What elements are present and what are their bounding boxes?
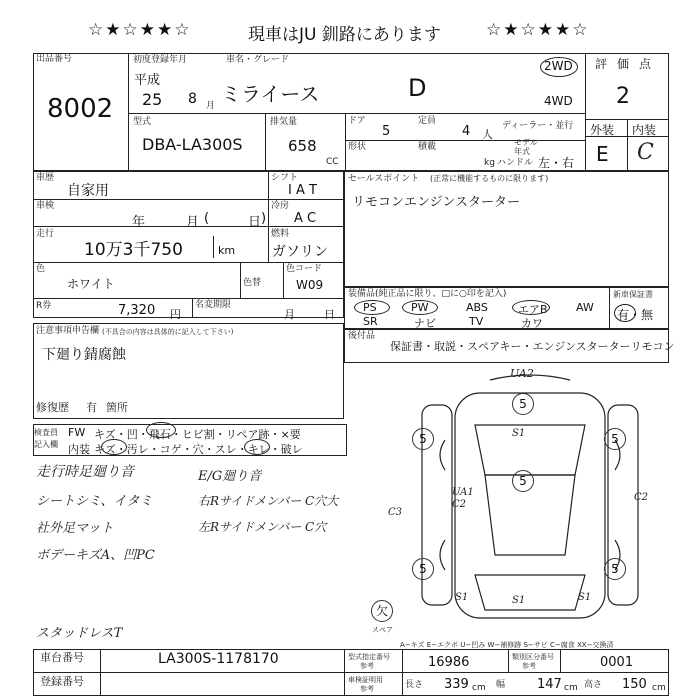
type-designation-value: 16986 xyxy=(428,655,470,670)
equip-sr: SR xyxy=(363,315,378,328)
exterior-label: 外装 xyxy=(590,123,615,137)
header-notice: 現車はJU 釧路にあります xyxy=(248,25,441,45)
type-designation-label-1: 型式指定番号 xyxy=(348,653,390,661)
notes-value: 下廻り錆腐蝕 xyxy=(42,347,126,363)
fuel-value: ガソリン xyxy=(272,244,328,260)
repair-value: 有 xyxy=(86,401,97,414)
model-year-label-2: 年式 xyxy=(514,147,530,156)
tire-fr: 5 xyxy=(604,428,626,450)
registration-month-unit: 月 xyxy=(206,101,216,111)
inspector-remark-4: ボデーキズA、凹PC xyxy=(36,548,155,563)
lot-label: 出品番号 xyxy=(36,54,73,64)
mark-c2-right: C2 xyxy=(634,492,649,503)
inspector-remark-right-2: 右Rサイドメンバー C穴大 xyxy=(198,494,339,508)
inspector-row2: キズ・汚レ・コゲ・穴・スレ・キレ・破レ xyxy=(94,443,303,456)
tire-fl: 5 xyxy=(412,428,434,450)
after-equipment-value: 保証書・取説・スペアキー・エンジンスターターリモコン xyxy=(390,340,675,353)
model-year-label-1: モデル xyxy=(514,138,538,147)
displacement-unit: CC xyxy=(326,157,339,167)
new-manual-circle xyxy=(614,304,636,322)
title-deadline-month: 月 xyxy=(284,308,295,321)
sales-point-value: リモコンエンジンスターター xyxy=(352,195,520,210)
equip-ps: PS xyxy=(363,301,377,314)
notes-sub: (不具合の内容は具体的に記入して下さい) xyxy=(102,328,234,336)
length-value: 339 xyxy=(444,677,469,692)
diagram-hood xyxy=(475,425,585,475)
width-unit: cm xyxy=(564,683,578,693)
registration-era: 平成 xyxy=(134,73,161,88)
mark-s1-left: S1 xyxy=(455,592,469,603)
diagram-legend: A−キズ E−エクボ U−凹み W−補修跡 S−サビ C−腐食 XX−交換済 xyxy=(400,641,614,649)
shape-label: 形状 xyxy=(348,142,367,152)
mark-s1-right: S1 xyxy=(578,592,592,603)
tire-rr: 5 xyxy=(604,558,626,580)
tire-rl: 5 xyxy=(412,558,434,580)
color-value: ホワイト xyxy=(67,277,115,291)
sales-point-label: セールスポイント xyxy=(348,174,420,184)
spare-label: スペア xyxy=(372,626,393,634)
title-deadline-label: 名変期限 xyxy=(195,300,232,310)
capacity-unit: 人 xyxy=(482,128,493,141)
registration-month: 8 xyxy=(188,91,197,107)
shift-value: I A T xyxy=(288,183,317,198)
inspector-remark-2: シートシミ、イタミ xyxy=(36,494,153,509)
dealer-label: ディーラー・並行 xyxy=(502,121,574,131)
width-label: 幅 xyxy=(496,680,506,690)
diagram-rear xyxy=(475,575,585,610)
interior-label: 内装 xyxy=(632,123,657,137)
recycle-label: R券 xyxy=(36,301,52,311)
registration-year: 25 xyxy=(142,90,163,109)
inspection-open-paren: ( xyxy=(204,211,210,226)
interior-value: C xyxy=(637,140,654,165)
new-manual-value: 有・無 xyxy=(617,308,654,322)
color-code-label: 色コード xyxy=(286,264,323,274)
capacity-label: 定員 xyxy=(418,116,437,126)
fuel-label: 燃料 xyxy=(271,229,290,239)
vehicle-grade: D xyxy=(408,74,427,102)
handle-value: 左・右 xyxy=(538,156,575,170)
spare-tire: 欠 xyxy=(371,600,393,622)
mark-c2-left: C2 xyxy=(452,499,467,510)
color-label: 色 xyxy=(36,264,46,274)
recycle-value: 7,320 xyxy=(118,303,156,318)
inspector-tobiishi-circle xyxy=(146,422,176,438)
mark-c3: C3 xyxy=(388,507,403,518)
registration-label: 初度登録年月 xyxy=(133,55,188,65)
inspector-remark-3: 社外足マット xyxy=(36,521,114,536)
score-value: 2 xyxy=(616,84,630,109)
drive-2wd: 2WD xyxy=(544,59,573,73)
inspector-remark-1: 走行時足廻り音 xyxy=(36,464,134,480)
equip-aw: AW xyxy=(576,301,594,314)
height-value: 150 xyxy=(622,677,647,692)
displacement-label: 排気量 xyxy=(270,117,298,127)
lot-number: 8002 xyxy=(47,94,114,124)
cert-label-1: 車検証明用 xyxy=(348,676,383,684)
capacity-value: 4 xyxy=(462,124,471,139)
inspector-sure-circle xyxy=(244,439,270,455)
type-designation-label-2: 参考 xyxy=(360,662,374,670)
class-number-label: 類別区分番号 xyxy=(512,653,554,661)
usage-value: 自家用 xyxy=(67,183,109,199)
inspector-label-2: 記入欄 xyxy=(34,440,58,449)
sales-point-note: (正常に機能するものに限ります) xyxy=(430,174,549,183)
inspector-remark-right-1: E/G廻り音 xyxy=(198,469,262,484)
repair-unit: 箇所 xyxy=(106,401,128,414)
equip-pw-circle xyxy=(402,300,438,315)
vehicle-name: ミライース xyxy=(221,82,320,106)
inspection-year: 年 xyxy=(132,215,146,230)
new-manual-label: 新車保証書 xyxy=(613,290,653,299)
mileage-label: 走行 xyxy=(36,229,55,239)
chassis-value: LA300S-1178170 xyxy=(158,651,279,667)
inspection-month: 月 xyxy=(186,215,200,230)
handle-label: ハンドル xyxy=(497,158,534,168)
doors-label: ドア xyxy=(348,116,366,126)
header-stars-left: ☆★☆★★☆ xyxy=(88,20,192,40)
load-label: 積載 xyxy=(418,142,437,152)
tire-front-center: 5 xyxy=(512,393,534,415)
equip-abs: ABS xyxy=(466,301,488,314)
class-number-value: 0001 xyxy=(600,655,634,670)
diagram-left-wheel-r xyxy=(440,540,445,570)
drive-4wd: 4WD xyxy=(544,94,573,108)
title-deadline-day: 日 xyxy=(324,308,335,321)
diagram-left-wheel-f xyxy=(440,440,445,470)
class-number-label-2: 参考 xyxy=(522,662,536,670)
equip-leather: カワ xyxy=(521,317,543,330)
equipment-label: 装備品(純正品に限り、□に○印を記入) xyxy=(348,289,507,299)
sales-point-section xyxy=(344,171,669,287)
width-value: 147 xyxy=(537,677,562,692)
inspector-remark-5: スタッドレスT xyxy=(36,626,123,641)
score-label: 評価点 xyxy=(595,57,662,71)
inspector-kizu-circle xyxy=(101,439,127,455)
inspection-label: 車検 xyxy=(36,201,55,211)
tire-mid-center: 5 xyxy=(512,470,534,492)
load-unit: kg xyxy=(484,158,495,168)
equip-navi: ナビ xyxy=(414,317,436,330)
registration-no-label: 登録番号 xyxy=(40,675,84,688)
notes-section xyxy=(33,323,344,419)
inspector-row1-head: FW xyxy=(68,426,86,439)
mileage-unit: km xyxy=(218,244,236,257)
after-equipment-label: 後付品 xyxy=(348,331,376,341)
color-code-value: W09 xyxy=(296,278,324,292)
equip-airbag-circle xyxy=(512,300,550,315)
inspector-remark-right-3: 左Rサイドメンバー C穴 xyxy=(198,520,327,534)
mark-ua1: UA1 xyxy=(452,487,474,498)
equip-pw: PW xyxy=(411,301,429,314)
inspection-close-paren: ) xyxy=(261,211,267,226)
mark-ua2: UA2 xyxy=(510,367,534,380)
doors-value: 5 xyxy=(382,124,391,139)
aircon-value: A C xyxy=(294,211,317,226)
color-change-label: 色替 xyxy=(243,278,262,288)
equip-ps-circle xyxy=(354,300,390,315)
equip-airbag: エアB xyxy=(518,303,548,316)
notes-label: 注意事項申告欄 xyxy=(36,326,100,336)
equip-tv: TV xyxy=(469,315,484,328)
mark-s1-top: S1 xyxy=(512,428,526,439)
exterior-value: E xyxy=(596,142,609,166)
recycle-unit: 円 xyxy=(170,308,181,321)
inspector-label-1: 検査員 xyxy=(34,428,58,437)
inspector-row1: キズ・凹・飛石・ヒビ割・リペア跡・×要 xyxy=(94,428,301,441)
vehicle-name-label: 車名・グレード xyxy=(226,55,290,65)
displacement-value: 658 xyxy=(288,137,317,155)
length-unit: cm xyxy=(472,683,486,693)
mileage-value: 10万3千750 xyxy=(84,240,183,260)
header-stars-right: ☆★☆★★☆ xyxy=(486,20,590,40)
model-label: 型式 xyxy=(133,117,152,127)
height-unit: cm xyxy=(652,683,666,693)
shift-label: シフト xyxy=(271,173,299,183)
repair-label: 修復歴 xyxy=(36,401,69,414)
height-label: 高さ xyxy=(584,680,603,690)
length-label: 長さ xyxy=(405,680,424,690)
mark-s1-bottom: S1 xyxy=(512,595,526,606)
inspector-row2-head: 内装 xyxy=(68,443,90,456)
usage-label: 車歴 xyxy=(36,173,55,183)
cert-label-2: 参考 xyxy=(360,685,374,693)
inspection-day: 日 xyxy=(248,215,262,230)
chassis-label: 車台番号 xyxy=(40,651,84,664)
model-value: DBA-LA300S xyxy=(142,135,243,154)
aircon-label: 冷房 xyxy=(271,201,290,211)
